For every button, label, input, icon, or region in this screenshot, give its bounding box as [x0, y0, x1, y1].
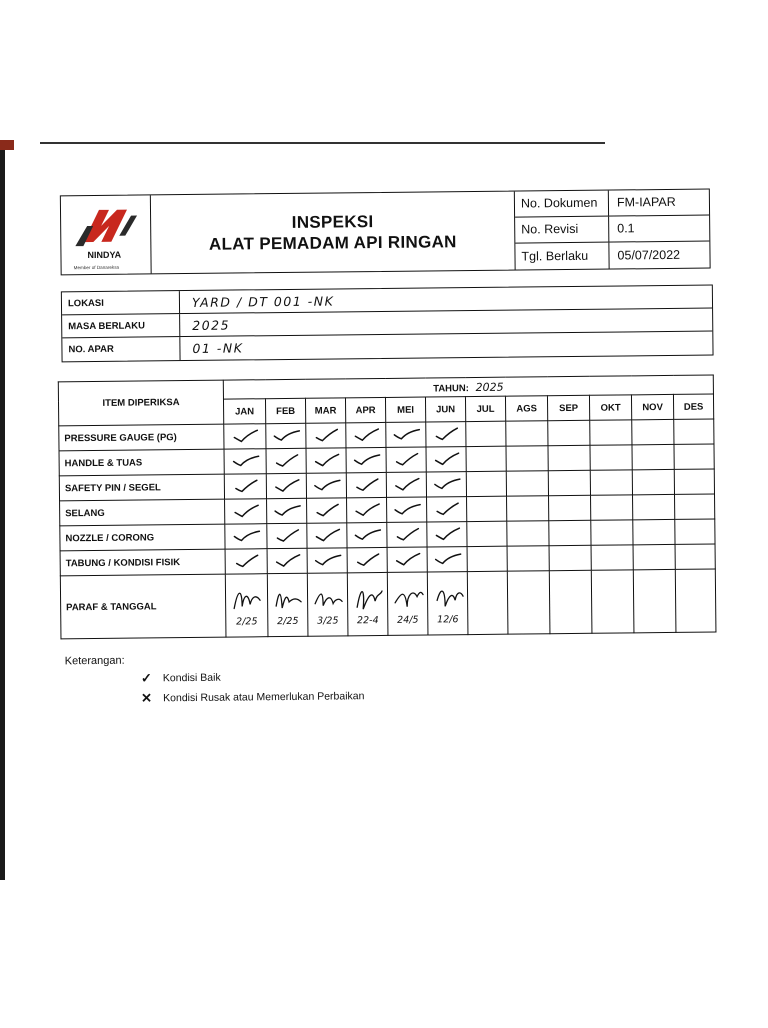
signature-mark [388, 582, 427, 614]
check-cell [506, 471, 548, 496]
effective-date-label: Tgl. Berlaku [515, 243, 609, 270]
check-cell [591, 495, 633, 520]
check-mark-icon [392, 477, 420, 493]
nindya-logo-icon [61, 195, 150, 274]
month-header-jun: JUN [425, 397, 465, 422]
check-cell [386, 447, 426, 472]
signature-date: 12/6 [437, 613, 459, 625]
signature-cell [267, 573, 308, 636]
check-mark-icon [432, 476, 460, 492]
check-cell [347, 547, 387, 572]
doc-number-value: FM-IAPAR [616, 195, 676, 210]
check-mark-icon [353, 527, 381, 543]
form-title [151, 192, 516, 274]
company-logo [61, 195, 152, 274]
signature-cell [633, 569, 676, 632]
signature-date: 2/25 [236, 615, 258, 628]
check-mark-icon [272, 453, 300, 469]
check-mark-icon [393, 502, 421, 518]
signature-mark [348, 582, 387, 614]
signature-date: 3/25 [317, 614, 339, 627]
check-mark-icon [232, 528, 260, 544]
check-mark-icon [313, 552, 341, 568]
check-mark-icon [312, 427, 340, 443]
signature-cell [549, 570, 592, 633]
check-mark-icon [312, 452, 340, 468]
check-cell [507, 546, 549, 571]
check-cell [225, 499, 267, 524]
check-cell [426, 447, 466, 472]
check-cell [507, 496, 549, 521]
check-mark-icon [353, 552, 381, 568]
legend-good-label: Kondisi Baik [162, 671, 221, 685]
check-mark-icon [353, 502, 381, 518]
check-mark-icon [312, 477, 340, 493]
legend-row-good [141, 668, 365, 686]
check-cell [267, 548, 307, 573]
check-cell [267, 523, 307, 548]
check-cell [266, 423, 306, 448]
signature-cell [225, 574, 268, 637]
check-cell [224, 474, 266, 499]
check-cell [307, 523, 347, 548]
check-cell [466, 446, 506, 471]
check-cell [507, 521, 549, 546]
month-header-apr: APR [345, 397, 385, 422]
item-label: NOZZLE / CORONG [60, 524, 225, 551]
check-mark-icon [272, 428, 300, 444]
check-cell [549, 520, 591, 545]
check-cell [224, 424, 266, 449]
check-cell [467, 521, 507, 546]
check-cell [426, 472, 466, 497]
month-header-ags: AGS [505, 396, 547, 421]
check-cell [506, 421, 548, 446]
item-label: PRESSURE GAUGE (PG) [59, 424, 224, 451]
check-cell [387, 497, 427, 522]
validity-value: 2025 [192, 317, 231, 333]
item-label: SELANG [60, 499, 225, 526]
signature-cell [467, 571, 508, 634]
check-cell [307, 498, 347, 523]
check-mark-icon [273, 503, 301, 519]
check-cell [549, 495, 591, 520]
document-meta [515, 190, 710, 270]
meta-row [515, 216, 709, 244]
check-mark-icon [433, 501, 461, 517]
check-cell [225, 549, 267, 574]
check-icon: ✓ [140, 670, 152, 686]
check-cell [427, 497, 467, 522]
apar-number-value: 01 -NK [192, 340, 244, 356]
check-mark-icon [231, 453, 259, 469]
check-mark-icon [231, 428, 259, 444]
signature-icon [270, 583, 304, 613]
check-cell [633, 544, 675, 569]
signature-icon [430, 582, 464, 612]
check-mark-icon [432, 426, 460, 442]
check-cell [467, 496, 507, 521]
check-mark-icon [352, 477, 380, 493]
item-label: TABUNG / KONDISI FISIK [60, 549, 225, 576]
check-mark-icon [352, 452, 380, 468]
month-header-des: DES [673, 394, 713, 419]
signature-icon [390, 582, 424, 612]
month-header-okt: OKT [589, 395, 631, 420]
table-row-paraf [60, 569, 716, 639]
check-cell [347, 522, 387, 547]
validity-label: MASA BERLAKU [62, 314, 180, 337]
check-cell [224, 449, 266, 474]
grid-body [59, 419, 716, 639]
month-header-jan: JAN [223, 399, 265, 424]
check-cell [674, 469, 714, 494]
month-header-jul: JUL [465, 396, 505, 421]
check-cell [633, 494, 675, 519]
month-header-mar: MAR [305, 398, 345, 423]
check-cell [307, 548, 347, 573]
signature-date: 2/25 [277, 615, 299, 627]
check-cell [674, 419, 714, 444]
location-label: LOKASI [62, 291, 180, 314]
check-mark-icon [313, 527, 341, 543]
check-cell [675, 544, 715, 569]
check-mark-icon [273, 528, 301, 544]
signature-cell [591, 570, 634, 633]
legend-bad-label: Kondisi Rusak atau Memerlukan Perbaikan [163, 690, 365, 705]
item-header: ITEM DIPERIKSA [58, 380, 223, 426]
month-header-nov: NOV [631, 394, 673, 419]
check-mark-icon [232, 503, 260, 519]
legend-title: Keterangan: [64, 654, 125, 668]
item-label: HANDLE & TUAS [59, 449, 224, 476]
cross-icon: ✕ [141, 690, 153, 706]
check-mark-icon [392, 452, 420, 468]
check-cell [632, 469, 674, 494]
month-header-feb: FEB [265, 398, 305, 423]
check-cell [467, 546, 507, 571]
title-line-2: ALAT PEMADAM API RINGAN [208, 232, 457, 254]
check-cell [306, 473, 346, 498]
check-cell [346, 422, 386, 447]
check-mark-icon [432, 451, 460, 467]
signature-cell [507, 571, 550, 634]
check-cell [387, 547, 427, 572]
location-value: YARD / DT 001 -NK [191, 292, 335, 310]
check-cell [306, 423, 346, 448]
signature-mark [226, 584, 267, 616]
form-header [60, 189, 711, 276]
signature-mark [268, 583, 307, 615]
check-mark-icon [392, 427, 420, 443]
check-cell [632, 419, 674, 444]
signature-mark [308, 583, 347, 615]
check-cell [387, 522, 427, 547]
apar-number-label: NO. APAR [62, 337, 180, 361]
check-mark-icon [232, 553, 260, 569]
signature-icon [229, 584, 263, 614]
signature-cell [307, 573, 348, 636]
info-table [61, 285, 714, 363]
check-cell [591, 520, 633, 545]
check-cell [346, 472, 386, 497]
check-cell [675, 519, 715, 544]
signature-cell [347, 572, 388, 635]
check-mark-icon [393, 527, 421, 543]
check-cell [590, 420, 632, 445]
signature-date: 24/5 [397, 614, 419, 626]
check-cell [386, 472, 426, 497]
signature-icon [350, 582, 384, 612]
check-cell [386, 422, 426, 447]
legend-row-bad [141, 688, 365, 706]
check-cell [675, 494, 715, 519]
signature-cell [675, 569, 716, 632]
check-cell [426, 422, 466, 447]
item-label: SAFETY PIN / SEGEL [59, 474, 224, 501]
check-cell [427, 522, 467, 547]
signature-icon [310, 583, 344, 613]
inspection-grid [58, 375, 717, 640]
check-mark-icon [433, 551, 461, 567]
check-cell [306, 448, 346, 473]
check-cell [466, 421, 506, 446]
paraf-label: PARAF & TANGGAL [60, 574, 226, 639]
legend [65, 652, 365, 707]
check-cell [225, 524, 267, 549]
check-cell [506, 446, 548, 471]
meta-row [515, 242, 709, 270]
logo-text: NINDYA [87, 249, 122, 261]
year-value: 2025 [475, 380, 504, 394]
month-header-sep: SEP [547, 395, 589, 420]
check-cell [346, 447, 386, 472]
signature-cell [427, 572, 468, 635]
check-mark-icon [433, 526, 461, 542]
effective-date-value: 05/07/2022 [617, 247, 681, 263]
revision-value: 0.1 [617, 221, 635, 236]
check-cell [549, 545, 591, 570]
title-line-1: INSPEKSI [291, 212, 374, 232]
check-cell [427, 547, 467, 572]
check-mark-icon [393, 552, 421, 568]
check-cell [590, 470, 632, 495]
check-cell [466, 471, 506, 496]
revision-label: No. Revisi [515, 217, 609, 243]
signature-date: 22-4 [356, 614, 379, 626]
check-cell [266, 448, 306, 473]
check-cell [267, 498, 307, 523]
check-mark-icon [231, 478, 259, 494]
check-mark-icon [313, 502, 341, 518]
check-cell [548, 445, 590, 470]
signature-cell [387, 572, 428, 635]
check-cell [633, 519, 675, 544]
check-cell [548, 470, 590, 495]
check-cell [590, 445, 632, 470]
check-cell [347, 497, 387, 522]
year-label: TAHUN: [433, 382, 469, 394]
check-cell [674, 444, 714, 469]
month-header-mei: MEI [385, 397, 425, 422]
check-cell [266, 473, 306, 498]
signature-mark [428, 582, 467, 614]
meta-row [515, 190, 709, 218]
logo-subtext: Member of Danareksa [73, 264, 120, 271]
doc-number-label: No. Dokumen [515, 191, 609, 217]
check-mark-icon [273, 553, 301, 569]
check-cell [548, 420, 590, 445]
check-cell [632, 444, 674, 469]
check-cell [591, 545, 633, 570]
check-mark-icon [352, 427, 380, 443]
check-mark-icon [272, 478, 300, 494]
